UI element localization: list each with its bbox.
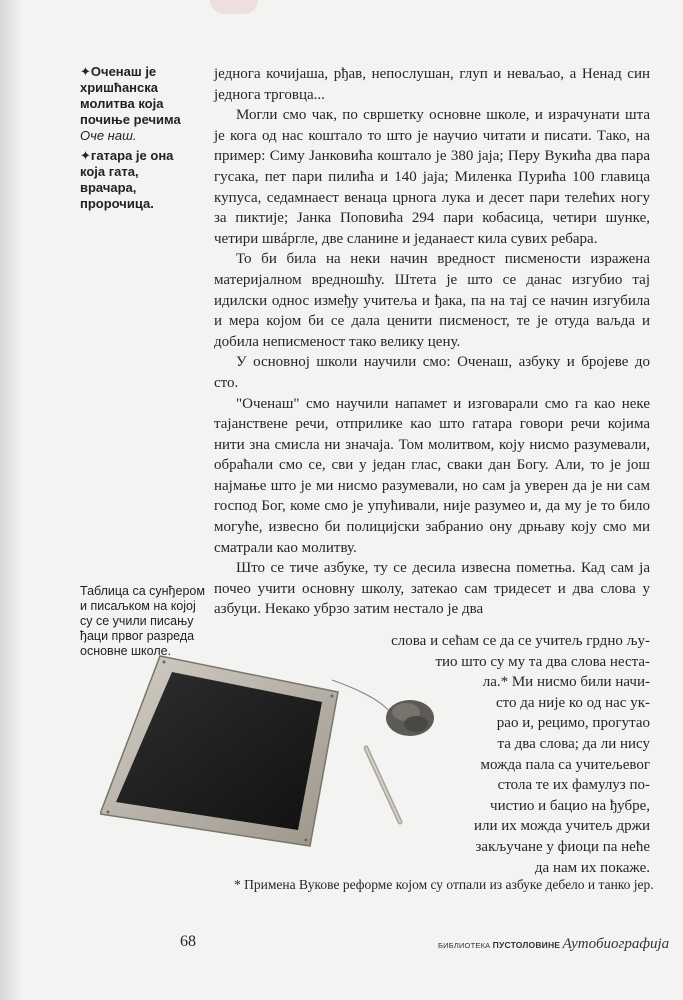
text-line: тио што су му та два слова неста- bbox=[435, 653, 650, 670]
glossary-note-ochenash bbox=[80, 64, 198, 144]
corner-stamp-mark bbox=[210, 0, 258, 14]
text-line: закључане у фиоци па неће bbox=[475, 838, 650, 855]
star-bullet-icon: ✦ bbox=[80, 64, 91, 79]
sidebar-glossary bbox=[80, 64, 198, 216]
text-line: ла.* Ми нисмо били начи- bbox=[482, 674, 650, 691]
series-label: БИБЛИОТЕКА bbox=[438, 941, 491, 950]
sponge-and-stylus-illustration bbox=[330, 660, 450, 830]
text-line: та два слова; да ли нису bbox=[497, 735, 650, 752]
sponge-icon bbox=[386, 700, 434, 736]
text-line: можда пала са учитељевог bbox=[480, 756, 650, 773]
text-line: сто да није ко од нас ук- bbox=[495, 694, 650, 711]
series-name: ПУСТОЛОВИНЕ bbox=[492, 940, 561, 950]
page-number: 68 bbox=[180, 933, 196, 950]
page-binding-shadow bbox=[0, 0, 22, 1000]
paragraph: Што се тиче азбуке, ту се десила извесна пометња. Кад сам ја почео учити основну школу, затекао сам тридесет и два слова у азбуци. Некако убрзо затим нестало је два bbox=[214, 560, 650, 618]
sponge-string-icon bbox=[332, 680, 390, 712]
paragraph: једнога кочијаша, рђав, непослушан, глуп и неваљао, а Ненад син једнога трговца... bbox=[214, 66, 650, 103]
image-caption: Таблица са сунђером и писаљком на којој су се учили писању ђаци првог разреда основне школе. bbox=[80, 584, 205, 658]
text-line: стола те их фамулуз по- bbox=[497, 777, 650, 794]
slate-illustration bbox=[100, 650, 350, 850]
stylus-pencil-icon bbox=[366, 748, 400, 822]
book-title: Аутобиографија bbox=[562, 936, 670, 952]
text-line: чистио и бацио на ђубре, bbox=[490, 797, 650, 814]
paragraph: "Оченаш" смо научили напамет и изговарали смо га као неке тајанствене речи, отприлике као што гатара говори речи којима нити зна смисла ни значаја. Том молитвом, коју нисмо разумевали, обраћали смо се, сви у један глас, сваки дан Богу. Али, то је још најмање што је ми нисмо разумевали, но сам ја уверен да је ни сам господ Бог, коме смо је упућивали, није разумео и, да му је то било могуће, извесно би полицијски забранио ону дрњаву коју смо ми сматрали као молитву. bbox=[214, 395, 650, 556]
main-body-text bbox=[214, 64, 650, 620]
paragraph: У основној школи научили смо: Оченаш, азбуку и бројеве до сто. bbox=[214, 354, 650, 391]
paragraph: То би била на неки начин вредност писмености изражена материјалном вредношћу. Штета је што се данас изгубио тај идилски однос између учитеља и ђака, па на тај се начин изгубила и мера којом би се дала ценити писменост, те је отуда ваљда и добила неписменост тако велику цену. bbox=[214, 251, 650, 350]
glossary-note-text: гатара је она која гата, врачара, пророчица. bbox=[80, 148, 174, 211]
text-line: рао и, рецимо, прогутао bbox=[496, 715, 650, 732]
text-line: или их можда учитељ држи bbox=[473, 818, 650, 835]
glossary-note-italic: Оче наш. bbox=[80, 128, 137, 143]
text-line: слова и сећам се да се учитељ грдно љу- bbox=[391, 633, 650, 649]
text-line: да нам их покаже. bbox=[534, 859, 650, 876]
paragraph: Могли смо чак, по свршетку основне школе, и израчунати шта је кога од нас коштало то што је научио читати и писати. Тако, на пример: Симу Јанковића коштало је 380 јаја; Перу Вукића два пара гусака, пет пари пилића и 140 јаја; Миленка Пурића 100 главица купуса, седамнаест венаца црнога лука и десет пари телећих ногу за пиктије; Јанка Поповића 294 пари кобасица, четири шунке, четири швáргле, две сланине и једанаест кила сувих ребара. bbox=[214, 107, 650, 247]
star-bullet-icon: ✦ bbox=[80, 148, 91, 163]
series-footer bbox=[438, 936, 669, 953]
glossary-note-text: Оченаш је хришћанска молитва која почиње речима bbox=[80, 64, 181, 127]
footnote: * Примена Вукове реформе којом су отпали из азбуке дебело и танко јер. bbox=[234, 877, 654, 892]
glossary-note-gatara bbox=[80, 148, 198, 212]
